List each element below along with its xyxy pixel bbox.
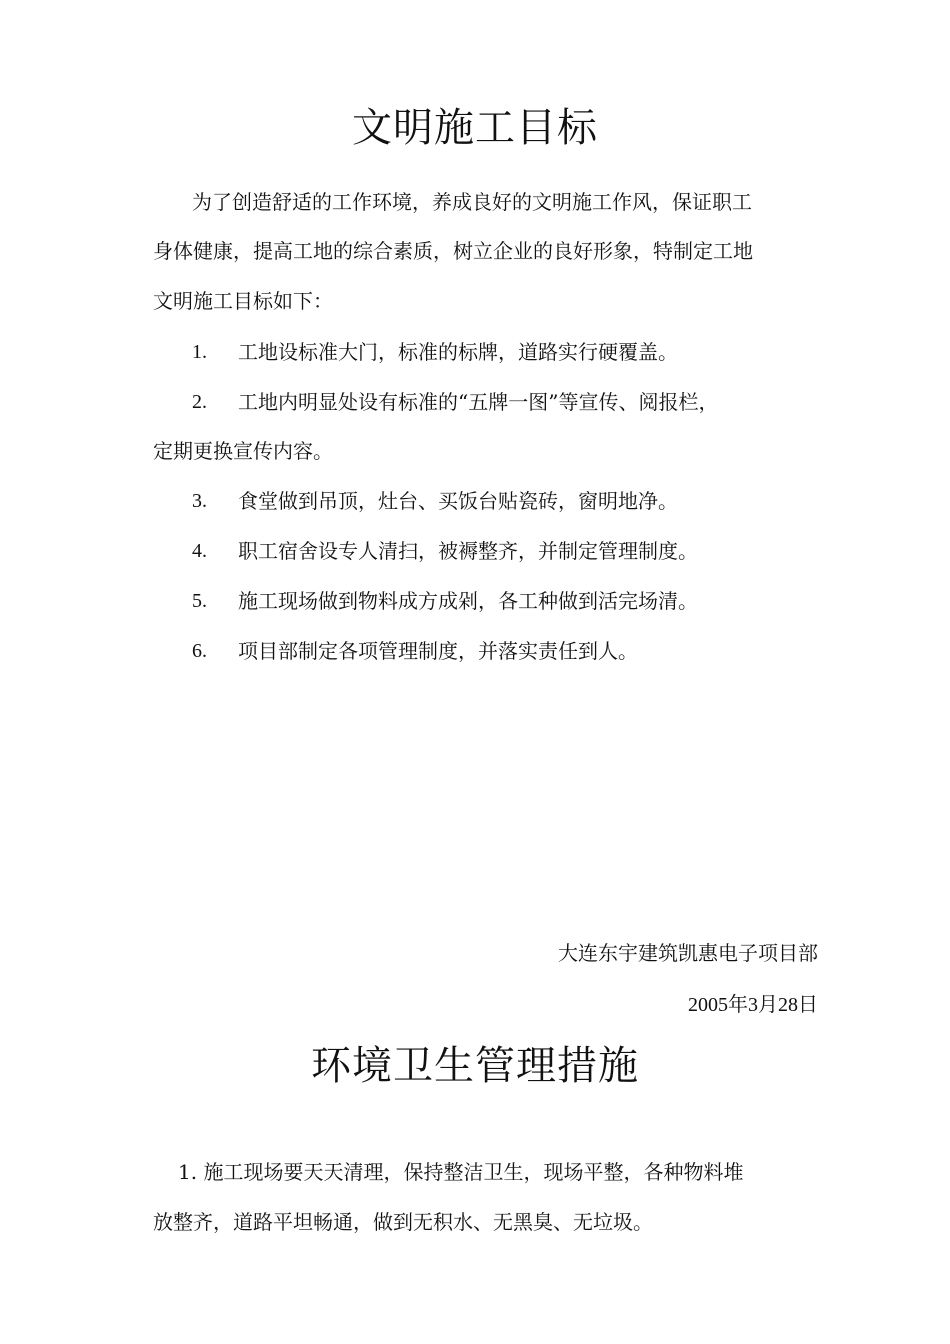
intro-line-3: 文明施工目标如下： (153, 289, 333, 313)
goal-item-2-text: 工地内明显处设有标准的“五牌一图”等宣传、阅报栏， (238, 390, 719, 414)
goal-item-4-text: 职工宿舍设专人清扫，被褥整齐，并制定管理制度。 (238, 539, 698, 563)
signature-date: 2005年3月28日 (688, 994, 818, 1016)
goal-item-2-continuation: 定期更换宣传内容。 (153, 439, 333, 463)
goal-item-1-number: 1. (192, 341, 207, 363)
goal-item-5-number: 5. (192, 590, 207, 612)
goal-item-6-text: 项目部制定各项管理制度，并落实责任到人。 (238, 639, 638, 663)
goal-item-5-text: 施工现场做到物料成方成剁，各工种做到活完场清。 (238, 589, 698, 613)
goal-item-4-number: 4. (192, 540, 207, 562)
signature-organization: 大连东宇建筑凯惠电子项目部 (558, 941, 818, 965)
intro-line-1: 为了创造舒适的工作环境，养成良好的文明施工作风，保证职工 (192, 190, 752, 214)
measure-item-1-line-1: 1. 施工现场要天天清理，保持整洁卫生，现场平整，各种物料堆 (178, 1160, 744, 1184)
goal-item-6-number: 6. (192, 640, 207, 662)
measure-item-1-line-2: 放整齐，道路平坦畅通，做到无积水、无黑臭、无垃圾。 (153, 1210, 653, 1234)
goal-item-1-text: 工地设标准大门，标准的标牌，道路实行硬覆盖。 (238, 340, 678, 364)
section1-title: 文明施工目标 (352, 105, 598, 151)
intro-line-2: 身体健康，提高工地的综合素质，树立企业的良好形象，特制定工地 (153, 239, 753, 263)
goal-item-3-number: 3. (192, 490, 207, 512)
goal-item-3-text: 食堂做到吊顶，灶台、买饭台贴瓷砖，窗明地净。 (238, 489, 678, 513)
goal-item-2-number: 2. (192, 391, 207, 413)
section2-title: 环境卫生管理措施 (311, 1043, 639, 1089)
